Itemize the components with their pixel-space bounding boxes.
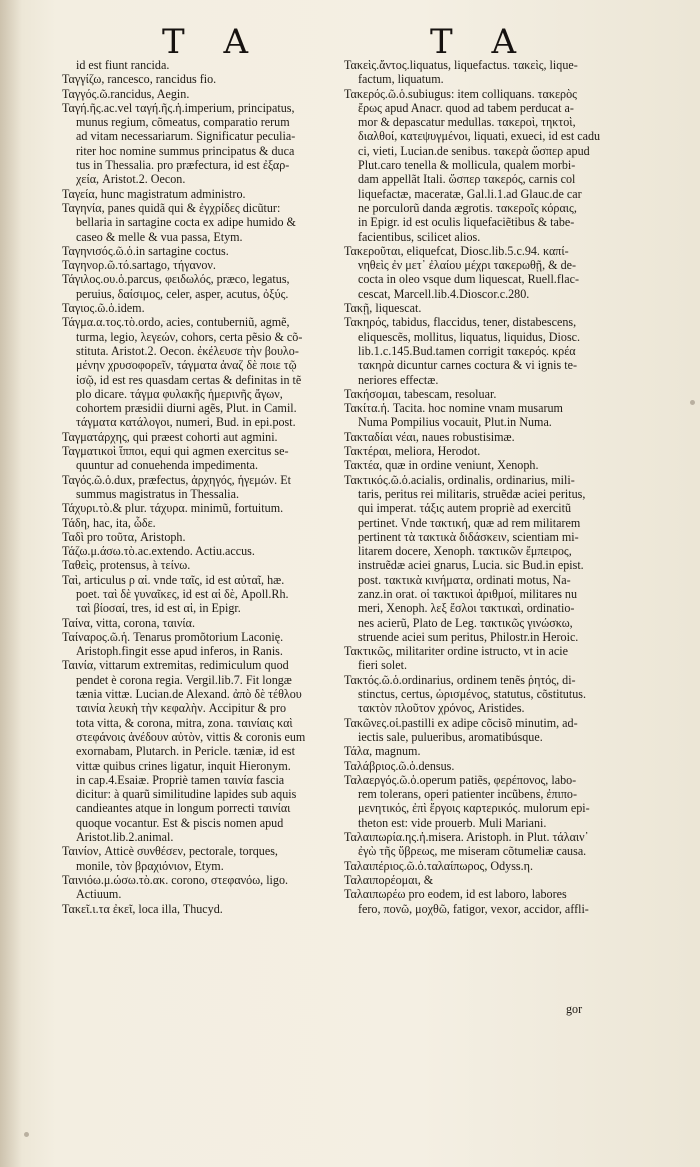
text-line: Τάγιλος.ου.ὁ.parcus, φειδωλός, præco, legatus,	[62, 272, 290, 287]
text-line: Ταγός.ῶ.ὁ.dux, præfectus, ἀρχηγός, ἡγεμών. Et	[62, 472, 291, 487]
text-line: ad vitam necessariarum. Significatur peculia-	[76, 129, 296, 144]
text-line: Τακεὶς.ἄντος.liquatus, liquefactus. τακεὶς, lique-	[344, 58, 578, 72]
text-line: vittæ quibus crines ligatur, inquit Hieronym.	[76, 758, 291, 773]
text-line: quuntur ad conuehenda impedimenta.	[76, 458, 259, 473]
running-head-left: T A	[162, 22, 263, 62]
text-line: Actiuum.	[76, 887, 122, 902]
text-line: Τακτικός.ῶ.ὁ.acialis, ordinalis, ordinarius, mili-	[344, 472, 575, 487]
text-line: iectis sale, pulueribus, aromatibúsque.	[358, 729, 543, 744]
text-line: Aristot.lib.2.animal.	[76, 830, 174, 845]
text-line: ne porculorũ danda ægrotis. τακεροῖς κόραις,	[358, 200, 577, 215]
text-line: Ταλαιπέριος.ῶ.ὁ.ταλαίπωρος, Odyss.η.	[344, 858, 533, 873]
left-column	[62, 58, 338, 916]
text-line: dicitur: à quarũ similitudine lapides sub aquis	[76, 787, 297, 802]
text-line: Ταινίον, Atticè συνθέσεν, pectorale, torques,	[62, 844, 278, 859]
text-line: rem tolerans, operi patienter incũbens, ἐπιπο-	[358, 787, 578, 802]
text-line: ἔρως apud Anacr. quod ad tabem perducat a-	[358, 100, 574, 115]
text-line: Τάδη, hac, ita, ὧδε.	[62, 515, 156, 530]
text-line: pertinent τὰ τακτικὰ διδάσκειν, scientiam mi-	[358, 529, 579, 544]
text-line: cohortem præsidii diurni agẽs, Plut. in Camil.	[76, 401, 297, 416]
text-line: Ταγή.ῆς.ac.vel ταγή.ῆς.ἡ.imperium, principatus,	[62, 100, 295, 115]
text-line: τάγματα κατάλογοι, numeri, Bud. in epi.post.	[76, 415, 296, 430]
text-line: Τακίτα.ἡ. Tacita. hoc nomine vnam musarum	[344, 401, 563, 416]
text-line: στεφάνοις ἀνέδουν αὐτὸν, vittis & coronis eum	[76, 729, 306, 744]
text-line: id est fiunt rancida.	[76, 58, 170, 72]
text-line: μένην χρυσοφορεῖν, τάγματα ἀναζ δὲ ποιε τῷ	[76, 358, 297, 373]
text-line: lib.1.c.145.Bud.tamen corrigit τακερός. κρέα	[358, 343, 576, 358]
text-line: ταινία λευκὴ τὴν κεφαλὴν. Accipitur & pro	[76, 701, 287, 716]
text-line: fero, πονῶ, μοχθῶ, fatigor, vexor, accidor, affli-	[358, 901, 589, 916]
text-line: tota vitta, & corona, mitra, zona. ταινίαις καὶ	[76, 715, 293, 730]
text-line: ἐγὼ τῆς ὕβρεως, me miseram cõtumeliæ causa.	[358, 844, 587, 859]
text-line: quoque vocantur. Est & piscis nomen apud	[76, 815, 284, 830]
text-line: Τακτικῶς, militariter ordine istructo, vt in acie	[344, 644, 568, 659]
text-line: Ταγγός.ῶ.rancidus, Aegin.	[62, 86, 190, 101]
text-line: Ταίνα, vitta, corona, ταινία.	[62, 615, 196, 630]
text-line: turma, legio, λεγεών, cohors, certa pẽsio & cõ-	[76, 329, 303, 344]
text-line: Aristoph.fingit esse apud inferos, in Ranis.	[76, 644, 283, 659]
text-line: poet. ταὶ δὲ γυναῖκες, id est αἱ δὲ, Apoll.Rh.	[76, 586, 289, 601]
text-line: cescat, Marcell.lib.4.Dioscor.c.280.	[358, 286, 530, 301]
text-line: Ταγματικοὶ ἵπποι, equi qui agmen exercitus se-	[62, 444, 289, 459]
text-line: Ταγηνία, panes quidã qui & ἐγχρίδες dicũtur:	[62, 200, 281, 215]
text-line: νηθεὶς ἐν μετ᾽ ἐλαίου μέχρι τακερωθῇ, & de-	[358, 258, 577, 273]
text-line: Τακτός.ῶ.ὁ.ordinarius, ordinem tenẽs ῥητός, di-	[344, 672, 576, 687]
text-line: in cap.4.Esaiæ. Propriè tamen ταινία fascia	[76, 772, 285, 787]
text-line: in Epigr. id est oculis liquefaciẽtibus & tabe-	[358, 215, 575, 230]
text-line: τακηρὰ dicuntur carnes coctura & vi ignis te-	[358, 358, 578, 373]
text-line: liquefactæ, maceratæ, Gal.li.1.ad Glauc.de car	[358, 186, 582, 201]
text-line: ἰσῷ, id est res quasdam certas & definitas in tẽ	[76, 372, 302, 387]
text-line: Τακερός.ῶ.ὁ.subiugus: item colliquans. τακερὸς	[344, 86, 577, 101]
text-line: Ταίναρος.ῶ.ἡ. Tenarus promõtorium Laconię.	[62, 629, 284, 644]
text-line: Τακήσομαι, tabescam, resoluar.	[344, 386, 497, 401]
text-line: Τάγμα.α.τος.τὸ.ordo, acies, contuberniũ, agmẽ,	[62, 315, 290, 330]
text-line: Τακεροῦται, eliquefcat, Diosc.lib.5.c.94. καπί-	[344, 243, 569, 258]
text-line: μενητικός, ἐπὶ ἔργοις καρτερικός. mulorum epi-	[358, 801, 590, 816]
text-line: Ταλαιπωρία.ης.ἡ.misera. Aristoph. in Plut. τάλαιν᾽	[344, 830, 589, 845]
text-line: Τακταδίαι νέαι, naues robustisimæ.	[344, 429, 515, 444]
text-line: ταὶ βίοσαί, tres, id est αἱ, in Epigr.	[76, 601, 241, 616]
text-line: cocta in oleo vsque dum liquescat, Ruell.flac-	[358, 272, 579, 287]
text-line: Ταγεία, hunc magistratum administro.	[62, 186, 246, 201]
right-column	[344, 58, 630, 916]
text-line: χεία, Aristot.2. Oecon.	[76, 172, 186, 187]
text-line: Τάλα, magnum.	[344, 744, 421, 759]
text-line: stituta. Aristot.2. Oecon. ἐκέλευσε τὴν βουλο-	[76, 343, 299, 358]
text-line: bellaria in sartagine cocta ex adipe humido &	[76, 215, 296, 230]
paper-speck	[690, 400, 695, 405]
text-line: peruius, δαίσιμος, celer, asper, acutus, ὀξύς.	[76, 286, 289, 301]
text-line: taris, peritus rei militaris, struẽdæ aciei peritus,	[358, 486, 586, 501]
text-line: fieri solet.	[358, 658, 408, 673]
text-line: struende aciei sum peritus, Philostr.in Heroic.	[358, 629, 579, 644]
text-line: τακτὸν πλοῦτον χρόνος, Aristides.	[358, 701, 525, 716]
text-line: factum, liquatum.	[358, 72, 444, 87]
text-line: monile, τὸν βραχιόνιον, Etym.	[76, 858, 224, 873]
text-line: neriores effectæ.	[358, 372, 439, 387]
text-line: facientibus, scilicet alios.	[358, 229, 481, 244]
text-line: summus magistratus in Thessalia.	[76, 486, 240, 501]
text-line: Τακῶνες.οἱ.pastilli ex adipe cõcisõ minutim, ad-	[344, 715, 578, 730]
text-line: stinctus, certus, ὡρισμένος, statutus, cõstitutus.	[358, 687, 586, 702]
text-line: Ταλάβριος.ῶ.ὁ.densus.	[344, 758, 455, 773]
text-line: Ταινιόω.μ.ώσω.τὸ.ακ. corono, στεφανόω, ligo.	[62, 872, 289, 887]
text-line: Ταλαεργός.ῶ.ὁ.operum patiẽs, φερέπονος, labo-	[344, 772, 577, 787]
text-line: qui imperat. τάξις autem propriè ad exercitũ	[358, 501, 572, 516]
text-line: Numa Pompilius vocauit, Plut.in Numa.	[358, 415, 552, 430]
text-line: Ταινία, vittarum extremitas, redimiculum quod	[62, 658, 289, 673]
text-line: dam appellãt Itali. ὥσπερ τακερός, carnis col	[358, 172, 576, 187]
text-line: Τακεῖ.ι.τα ἐκεῖ, loca illa, Thucyd.	[62, 901, 223, 916]
text-line: post. τακτικὰ κινήματα, ordinati motus, Na-	[358, 572, 571, 587]
text-line: Ταγηνισός.ῶ.ὁ.in sartagine coctus.	[62, 243, 229, 258]
text-line: candieantes atque in longum porrecti ταινίαι	[76, 801, 291, 816]
text-line: Τάχυρι.τὸ.& plur. τάχυρα. minimũ, fortuitum.	[62, 501, 284, 516]
text-line: pendet è corona regia. Vergil.lib.7. Fit longæ	[76, 672, 292, 687]
gutter-shadow	[0, 0, 22, 1167]
catchword: gor	[566, 1002, 583, 1016]
text-line: Ταλαιπορέομαι, &	[344, 872, 434, 887]
text-line: Ταγιος.ῶ.ὁ.idem.	[62, 301, 145, 316]
text-line: tus in Thessalia. pro præfectura, id est ἐξαρ-	[76, 158, 290, 173]
text-line: Ταδὶ pro τοῦτα, Aristoph.	[62, 529, 186, 544]
text-line: litarem docere, Xenoph. τακτικῶν ἔμπειρος,	[358, 544, 572, 559]
text-line: theton est: vide prouerb. Muli Mariani.	[358, 815, 547, 830]
text-line: exornabam, Plutarch. in Pericle. tæniæ, id est	[76, 744, 295, 759]
paper-speck	[24, 1132, 29, 1137]
text-line: Τάζω.μ.άσω.τὸ.ac.extendo. Actiu.accus.	[62, 544, 255, 559]
text-line: nes acierũ, Plato de Leg. τακτικῶς γινώσκω,	[358, 615, 573, 630]
text-line: ci, vieti, Lucian.de senibus. τακερὰ ὥσπερ apud	[358, 143, 590, 158]
text-line: Ταγηνορ.ῶ.τό.sartago, τήγανον.	[62, 258, 216, 273]
text-line: meri, Xenoph. λεξ ἔσλοι τακτικαὶ, ordinatio-	[358, 601, 575, 616]
text-line: munus regium, cõmeatus, comparatio rerum	[76, 115, 290, 130]
text-line: instruẽdæ aciei gnarus, Lucia. sic Bud.in epist.	[358, 558, 584, 573]
text-line: Ταθεὶς, protensus, à τείνω.	[62, 558, 191, 573]
text-line: Plut.caro tenella & mollicula, qualem morbi-	[358, 158, 576, 173]
text-line: caseo & melle & vua passa, Etym.	[76, 229, 243, 244]
text-line: Τακηρός, tabidus, flaccidus, tener, distabescens,	[344, 315, 577, 330]
text-line: Ταλαιπωρέω pro eodem, id est laboro, labores	[344, 887, 567, 902]
running-head-right: T A	[430, 22, 531, 62]
text-line: Τακῇ, liquescat.	[344, 301, 422, 316]
text-line: tænia vittæ. Lucian.de Alexand. ἀπὸ δὲ τέθλου	[76, 687, 302, 702]
text-line: eliquescẽs, mollitus, liquatus, liquidus, Diosc.	[358, 329, 581, 344]
text-line: διαλθοί, κατεψυγμένοι, liquati, exueci, id est cadu	[358, 129, 601, 144]
text-line: Τακτέα, quæ in ordine veniunt, Xenoph.	[344, 458, 539, 473]
text-line: Τακτέραι, meliora, Herodot.	[344, 444, 481, 459]
text-line: pertinet. Vnde τακτική, quæ ad rem militarem	[358, 515, 581, 530]
text-line: mor & depascatur medullas. τακεροὶ, τηκτοὶ,	[358, 115, 576, 130]
text-line: Ταὶ, articulus ρ αἱ. vnde ταῖς, id est αὐταῖ, hæ.	[62, 572, 285, 587]
text-line: Ταγγίζω, rancesco, rancidus fio.	[62, 72, 217, 87]
text-line: plo dicare. τάγμα φυλακῆς ἡμερινῆς ἄγων,	[76, 386, 283, 401]
text-line: zanz.in orat. οἱ τακτικοὶ ἀριθμοί, militares nu	[358, 586, 578, 601]
text-line: riter hoc nomine summus principatus & duca	[76, 143, 295, 158]
text-line: Ταγματάρχης, qui præest cohorti aut agmini.	[62, 429, 278, 444]
